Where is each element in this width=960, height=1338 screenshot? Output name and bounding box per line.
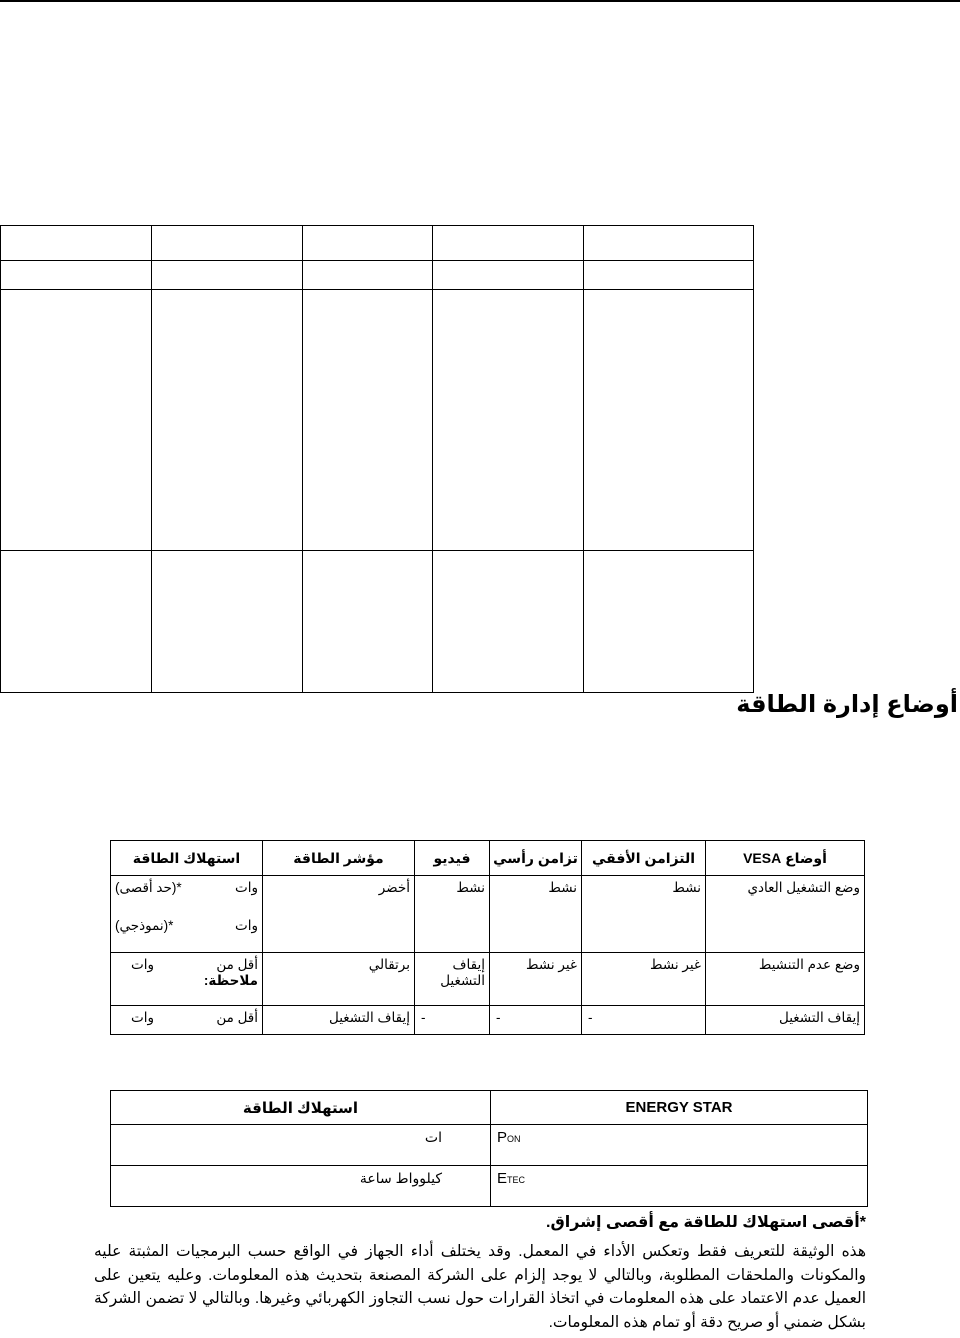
hsync-cell: نشط <box>582 876 706 953</box>
header-power-indicator: مؤشر الطاقة <box>263 841 415 876</box>
consumption-unit: وات <box>131 1010 154 1025</box>
consumption-max-unit: وات <box>235 880 258 895</box>
indicator-cell: برتقالي <box>263 953 415 1006</box>
video-cell: إيقاف التشغيل <box>415 953 490 1006</box>
hsync-cell: - <box>582 1006 706 1035</box>
indicator-cell: أخضر <box>263 876 415 953</box>
note-label: ملاحظة: <box>203 973 258 988</box>
header-vesa-modes: أوضاع VESA <box>706 841 865 876</box>
consumption-max-label: *(حد أقصى) <box>115 880 182 895</box>
pon-label: PON <box>491 1125 868 1166</box>
header-power-consumption: استهلاك الطاقة <box>111 841 263 876</box>
indicator-cell: إيقاف التشغيل <box>263 1006 415 1035</box>
section-title: أوضاع إدارة الطاقة <box>736 691 958 718</box>
consumption-line <box>115 1010 258 1026</box>
table-row <box>111 1006 865 1035</box>
header-hsync: التزامن الأفقي <box>582 841 706 876</box>
table-row <box>111 1166 868 1207</box>
consumption-lead: أقل من <box>216 957 258 972</box>
video-cell: - <box>415 1006 490 1035</box>
modes-header-row <box>111 841 865 876</box>
vsync-cell: - <box>490 1006 582 1035</box>
mode-cell: إيقاف التشغيل <box>706 1006 865 1035</box>
top-rule <box>0 0 960 2</box>
vsync-cell: نشط <box>490 876 582 953</box>
consumption-line <box>115 957 258 973</box>
header-energy-consumption: استهلاك الطاقة <box>111 1091 491 1125</box>
header-video: فيديو <box>415 841 490 876</box>
mode-cell: وضع التشغيل العادي <box>706 876 865 953</box>
video-cell: نشط <box>415 876 490 953</box>
consumption-lead: أقل من <box>216 1010 258 1025</box>
pon-value: ات <box>111 1125 491 1166</box>
consumption-typ-line <box>115 918 258 934</box>
power-modes-table <box>110 840 865 1035</box>
consumption-max-line <box>115 880 258 896</box>
vsync-cell: غير نشط <box>490 953 582 1006</box>
consumption-cell <box>111 953 263 1006</box>
consumption-cell <box>111 1006 263 1035</box>
mode-cell: وضع عدم التنشيط <box>706 953 865 1006</box>
consumption-unit: وات <box>131 957 154 972</box>
consumption-typ-unit: وات <box>235 918 258 933</box>
empty-spec-table <box>0 225 754 693</box>
table-row <box>111 953 865 1006</box>
consumption-cell <box>111 876 263 953</box>
table-row <box>111 876 865 953</box>
energy-star-table <box>110 1090 868 1207</box>
footnote-title: *أقصى استهلاك للطاقة مع أقصى إشراق. <box>546 1214 866 1231</box>
etec-value: كيلوواط ساعة <box>111 1166 491 1207</box>
etec-label: ETEC <box>491 1166 868 1207</box>
footnote-body: هذه الوثيقة للتعريف فقط وتعكس الأداء في المعمل. وقد يختلف أداء الجهاز في الواقع حسب البرمجيات المثبتة عليه والمكونات والملحقات المطلوبة، وبالتالي لا يوجد إلزام على الشركة المصنعة بتحديث هذه المعلومات. وعليه يتعين على العميل عدم الاعتماد على هذه المعلومات في اتخاذ القرارات حول نسب التجاوز الكهربائي وغيرها. وبالتالي لا تضمن الشركة بشكل ضمني أو صريح دقة أو تمام هذه المعلومات. <box>94 1243 866 1331</box>
header-vsync: تزامن رأسي <box>490 841 582 876</box>
hsync-cell: غير نشط <box>582 953 706 1006</box>
table-row <box>111 1125 868 1166</box>
header-energy-star: ENERGY STAR <box>491 1091 868 1125</box>
energy-header-row <box>111 1091 868 1125</box>
consumption-typ-label: *(نموذجي) <box>115 918 174 933</box>
